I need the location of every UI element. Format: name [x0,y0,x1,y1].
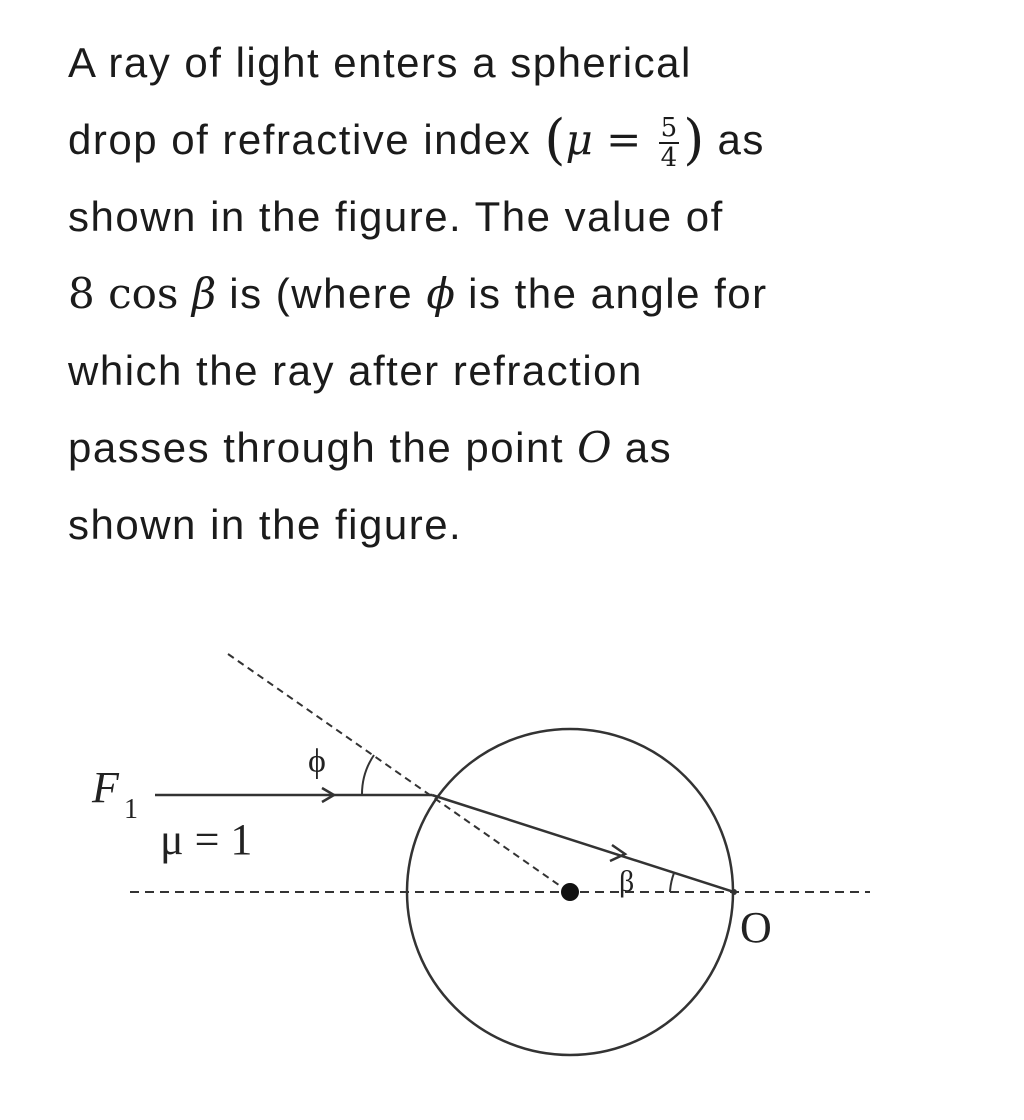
close-paren: ) [683,108,705,171]
label-beta: β [619,865,635,898]
question-line-2: drop of refractive index (μ = $\frac{5}{4}$ ) as [68,108,765,173]
open-paren: ( [544,108,566,171]
label-mu-equals-one: μ = 1 [160,815,253,864]
question-line-3: shown in the figure. The value of [68,193,724,240]
question-line-1: A ray of light enters a spherical [68,39,692,86]
question-line-4: 8 cos β is (where ϕ is the angle for [68,269,768,318]
label-f: F [92,763,119,812]
question-line-7: shown in the figure. [68,501,463,548]
refracted-ray [432,795,734,892]
fraction-five-fourths: $\frac{5}{4}$ [660,112,678,173]
question-line-5: which the ray after refraction [68,347,643,394]
question-line-6: passes through the point O as [68,423,673,472]
label-f-subscript: 1 [124,794,138,825]
phi-angle-arc [362,755,374,795]
normal-line-dashed [228,654,566,890]
mu-symbol: μ [565,115,593,164]
beta-symbol: β [191,269,217,318]
phi-symbol: ϕ [426,269,455,318]
center-point [561,883,579,901]
diagram-svg [0,620,1024,1100]
point-o-symbol: O [577,423,612,472]
question-text [68,24,968,563]
point-o-marker [731,889,737,895]
beta-angle-arc [670,873,674,892]
refraction-diagram [0,620,1024,1100]
label-o: O [740,903,772,952]
label-phi: ϕ [308,743,326,780]
